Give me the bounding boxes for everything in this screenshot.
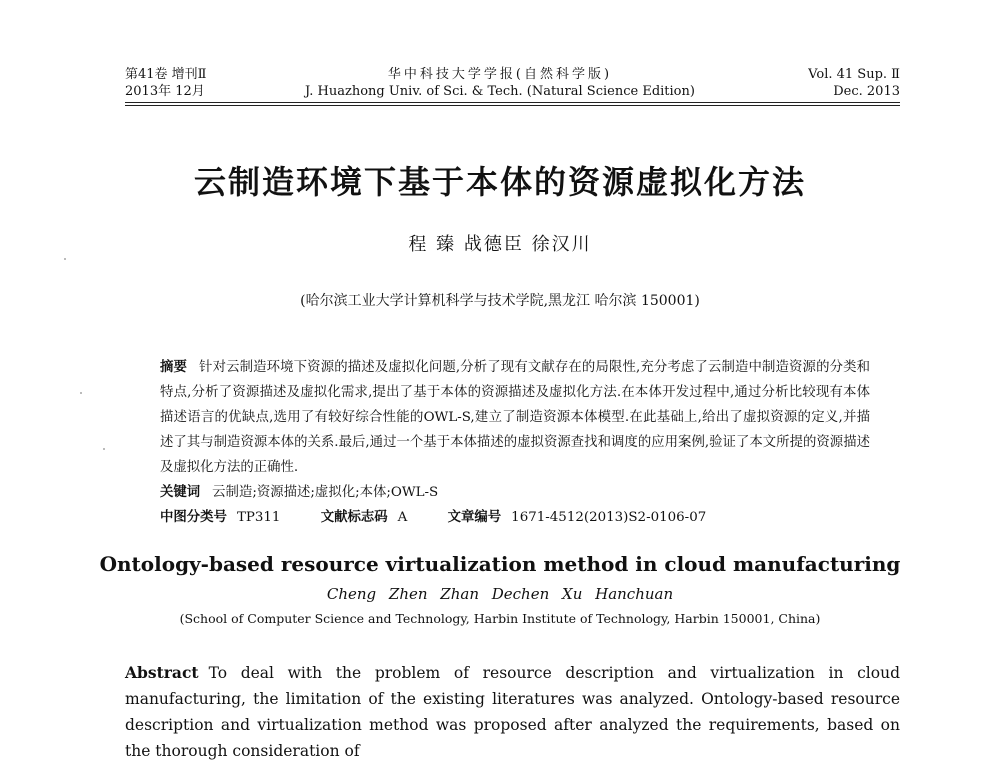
keywords-label: 关键词 (160, 485, 201, 500)
header-journal-en: J. Huazhong Univ. of Sci. & Tech. (Natural Science Edition) (305, 84, 695, 99)
abstract-cn-label: 摘要 (160, 360, 188, 375)
abstract-cn-text: 针对云制造环境下资源的描述及虚拟化问题,分析了现有文献存在的局限性,充分考虑了云制造中制造资源的分类和特点,分析了资源描述及虚拟化需求,提出了基于本体的资源描述及虚拟化方法.在本体开发过程中,通过分析比较现有本体描述语言的优缺点,选用了有较好综合性能的OWL-S,建立了制造资源本体模型.在此基础上,给出了虚拟资源的定义,并描述了其与制造资源本体的关系.最后,通过一个基于本体描述的虚拟资源查找和调度的应用案例,验证了本文所提的资源描述及虚拟化方法的正确性. (160, 360, 871, 475)
classification-row (160, 505, 870, 530)
paper-title-cn: 云制造环境下基于本体的资源虚拟化方法 (193, 163, 806, 201)
article-no-value: 1671-4512(2013)S2-0106-07 (511, 510, 707, 525)
affiliation-en: (School of Computer Science and Technology, Harbin Institute of Technology, Harbin 150001, China) (179, 611, 821, 626)
authors-cn: 程 臻 战德臣 徐汉川 (408, 234, 592, 255)
abstract-en-text: To deal with the problem of resource description and virtualization in cloud manufacturing, the limitation of the existing literatures was analyzed. Ontology-based resource description and virtualization method was proposed after analyzed the requirements, based on the thorough consideration of (125, 664, 900, 760)
scan-speck (80, 392, 82, 394)
keywords-cn (160, 480, 870, 505)
header-rule-bottom (125, 105, 900, 106)
doc-code-label: 文献标志码 (320, 510, 388, 525)
keywords-text: 云制造;资源描述;虚拟化;本体;OWL-S (212, 485, 439, 500)
abstract-cn-block (160, 355, 870, 530)
header-journal-cn: 华中科技大学学报(自然科学版) (387, 67, 613, 82)
header-vol-en: Vol. 41 Sup. Ⅱ (808, 67, 900, 82)
doc-code-value: A (397, 510, 408, 525)
header-rule-top (125, 102, 900, 103)
article-no-label: 文章编号 (447, 510, 502, 525)
header-date-en: Dec. 2013 (833, 84, 900, 99)
scan-speck (103, 448, 105, 450)
header-volume-en (808, 66, 900, 100)
paper-title-en: Ontology-based resource virtualization method in cloud manufacturing (99, 552, 901, 576)
clc-value: TP311 (236, 510, 281, 525)
clc-label: 中图分类号 (160, 510, 227, 525)
abstract-en-label: Abstract (125, 663, 199, 682)
authors-en: Cheng Zhen Zhan Dechen Xu Hanchuan (326, 585, 674, 603)
abstract-cn (160, 355, 870, 480)
scan-speck (64, 258, 66, 260)
header-date-cn: 2013年 12月 (125, 84, 205, 99)
affiliation-cn: (哈尔滨工业大学计算机科学与技术学院,黑龙江 哈尔滨 150001) (300, 293, 700, 309)
header-vol-cn: 第41卷 增刊Ⅱ (125, 67, 207, 82)
abstract-en (125, 660, 900, 764)
